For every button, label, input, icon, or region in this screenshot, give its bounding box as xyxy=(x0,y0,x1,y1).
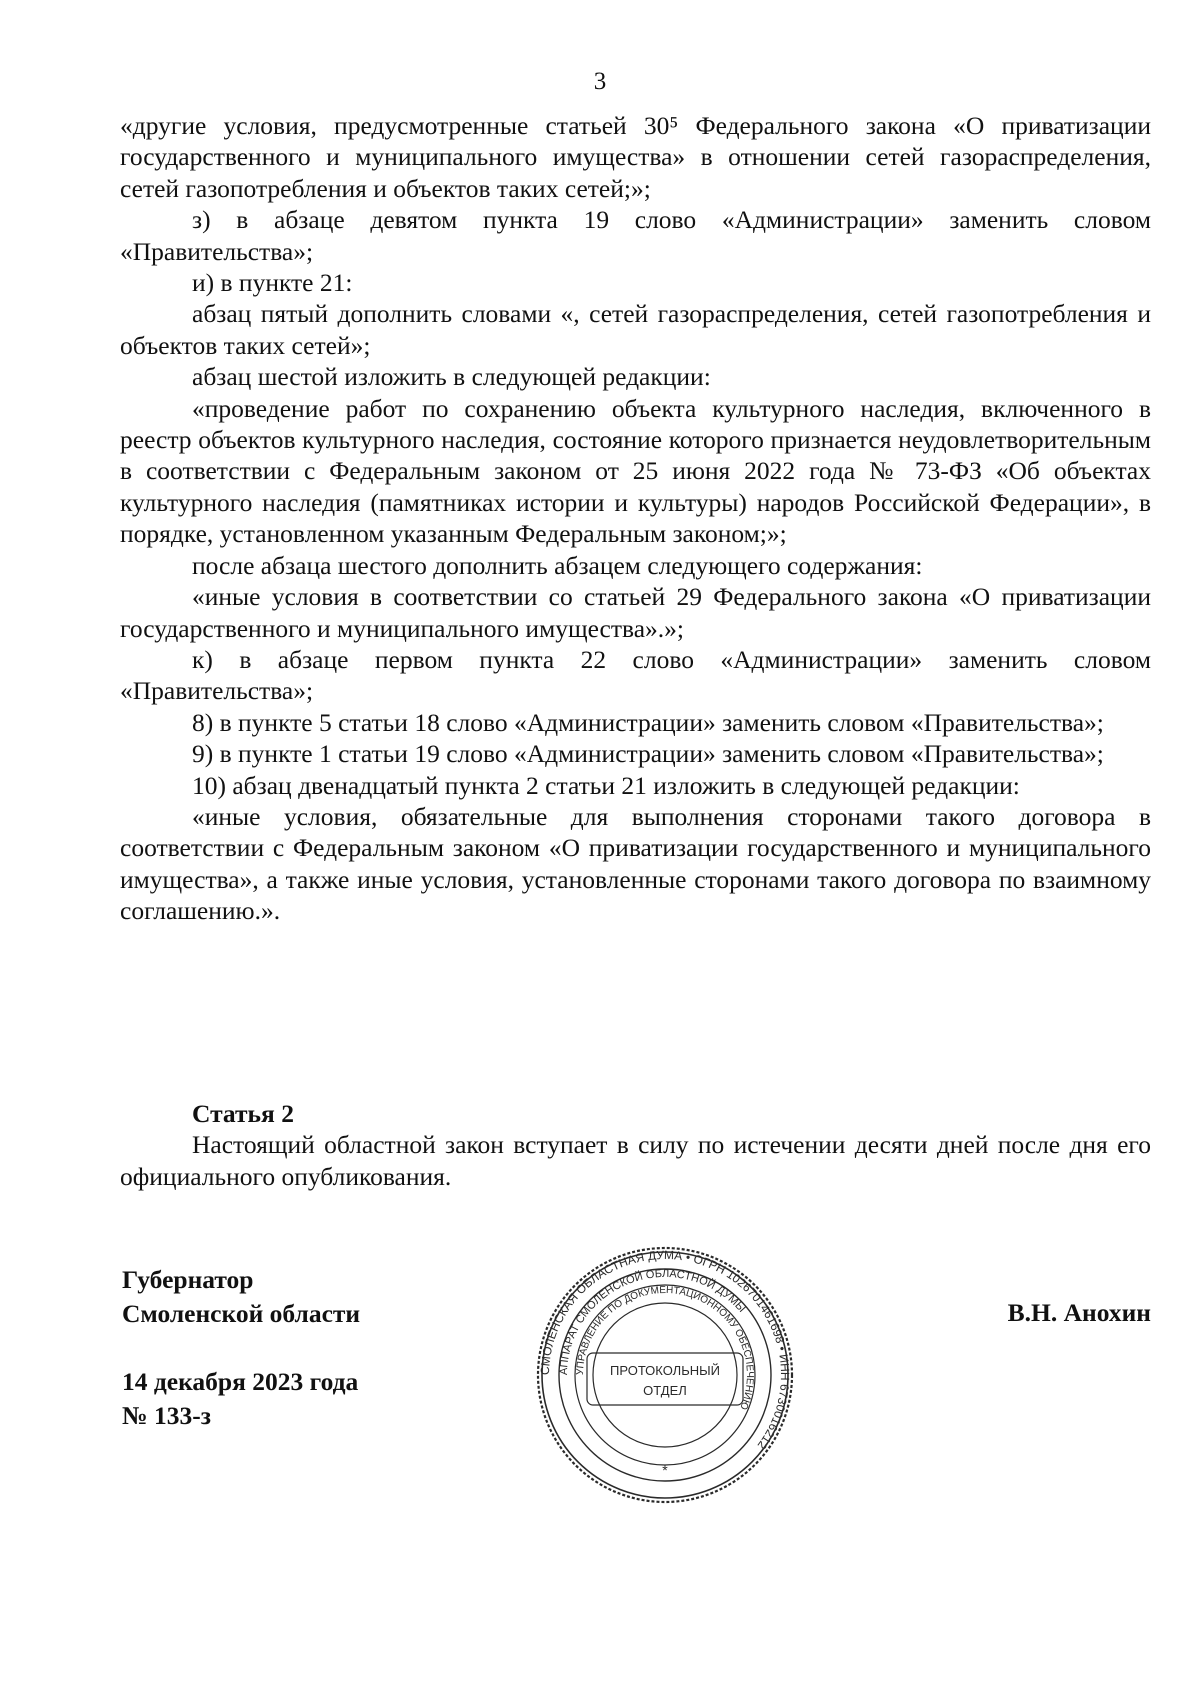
stamp-graphic xyxy=(535,1245,795,1505)
paragraph: «проведение работ по сохранению объекта культурного наследия, включенного в реестр объектов культурного наследия, состояние которого признается неудовлетворительным в соответствии с Федеральным законом от 25 июня 2022 года № 73-ФЗ «Об объектах культурного наследия (памятниках истории и культуры) народов Российской Федерации», в порядке, установленном указанным Федеральным законом;»; xyxy=(120,393,1151,549)
paragraph: 10) абзац двенадцатый пункта 2 статьи 21 изложить в следующей редакции: xyxy=(192,770,1020,800)
official-seal-stamp xyxy=(535,1245,795,1505)
signatory-name: В.Н. Анохин xyxy=(1007,1298,1151,1327)
law-number: № 133-з xyxy=(122,1401,211,1430)
signatory-position-line2: Смоленской области xyxy=(122,1299,361,1328)
stamp-star: * xyxy=(662,1462,668,1478)
paragraph: 8) в пункте 5 статьи 18 слово «Администрации» заменить словом «Правительства»; xyxy=(192,707,1104,737)
paragraph: абзац пятый дополнить словами «, сетей газораспределения, сетей газопотребления и объектов таких сетей»; xyxy=(120,299,1151,360)
paragraph: и) в пункте 21: xyxy=(192,268,353,298)
stamp-inner-text: УПРАВЛЕНИЕ ПО ДОКУМЕНТАЦИОННОМУ ОБЕСПЕЧЕНИЮ xyxy=(574,1284,756,1411)
paragraph: з) в абзаце девятом пункта 19 слово «Администрации» заменить словом «Правительства»; xyxy=(120,205,1151,266)
paragraph: «другие условия, предусмотренные статьей 30⁵ Федерального закона «О приватизации государственного и муниципального имущества» в отношении сетей газораспределения, сетей газопотребления и объектов таких сетей;»; xyxy=(120,111,1151,203)
paragraph: к) в абзаце первом пункта 22 слово «Администрации» заменить словом «Правительства»; xyxy=(120,644,1151,706)
stamp-center-line1: ПРОТОКОЛЬНЫЙ xyxy=(609,1363,721,1378)
signing-date: 14 декабря 2023 года xyxy=(122,1367,359,1396)
article-2 xyxy=(120,1098,1151,1192)
article-text: Настоящий областной закон вступает в силу по истечении десяти дней после дня его официального опубликования. xyxy=(120,1130,1151,1191)
paragraph: 9) в пункте 1 статьи 19 слово «Администрации» заменить словом «Правительства»; xyxy=(192,739,1104,769)
paragraph: абзац шестой изложить в следующей редакции: xyxy=(192,362,711,392)
stamp-center-line2: ОТДЕЛ xyxy=(643,1383,687,1398)
signature-block xyxy=(122,1263,360,1433)
signatory-position-line1: Губернатор xyxy=(122,1265,254,1294)
page-number: 3 xyxy=(593,68,607,95)
document-body xyxy=(120,110,1151,927)
stamp-outer-text: СМОЛЕНСКАЯ ОБЛАСТНАЯ ДУМА • ОГРН 1026701461698 • ИНН 6730016212 xyxy=(537,1247,793,1453)
stamp-middle-text: АППАРАТ СМОЛЕНСКОЙ ОБЛАСТНОЙ ДУМЫ xyxy=(557,1267,748,1376)
paragraph: «иные условия в соответствии со статьей 29 Федерального закона «О приватизации государственного и муниципального имущества».»; xyxy=(120,582,1151,643)
article-title: Статья 2 xyxy=(192,1099,294,1128)
paragraph: после абзаца шестого дополнить абзацем следующего содержания: xyxy=(192,550,923,580)
paragraph: «иные условия, обязательные для выполнения сторонами такого договора в соответствии с Федеральным законом «О приватизации государственного и муниципального имущества», а также иные условия, установленные сторонами такого договора по взаимному соглашению.». xyxy=(120,801,1151,926)
